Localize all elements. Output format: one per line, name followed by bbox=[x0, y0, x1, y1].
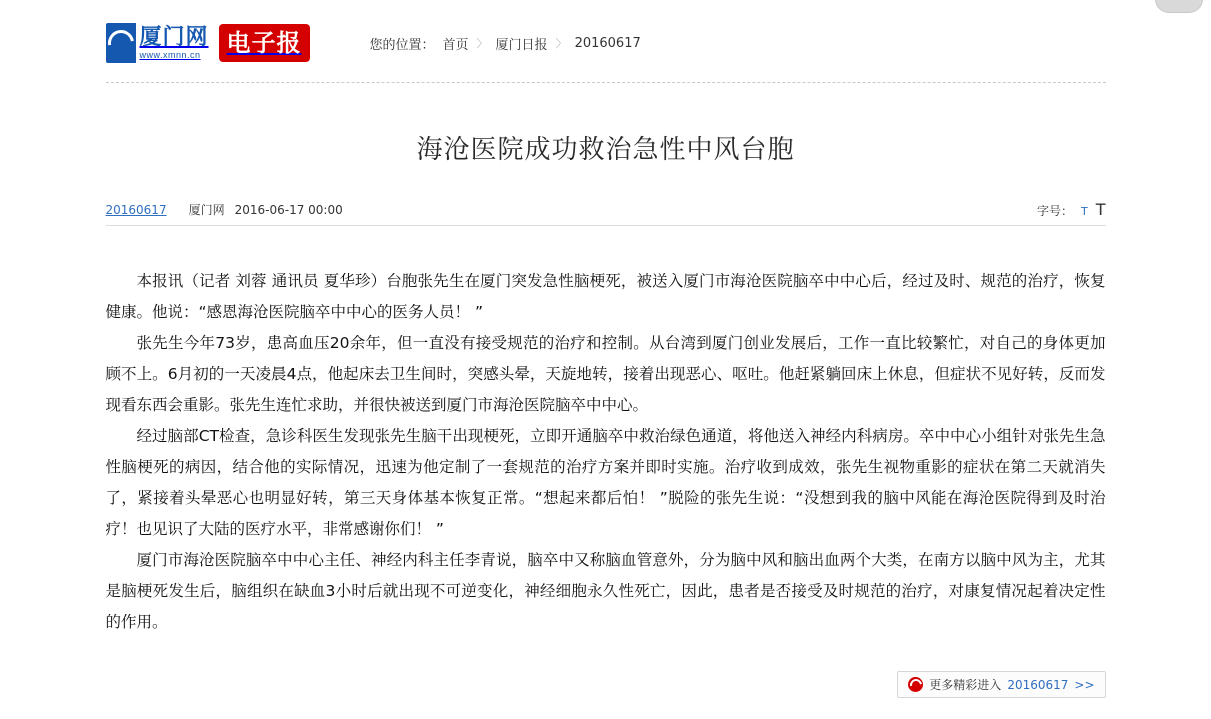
breadcrumb-label: 您的位置： bbox=[369, 37, 435, 53]
logo-wordmark bbox=[136, 23, 215, 63]
more-issue-date-link[interactable]: 20160617 bbox=[1007, 677, 1069, 692]
breadcrumb-item-home[interactable]: 首页 bbox=[442, 37, 469, 53]
site-logo[interactable] bbox=[106, 23, 310, 63]
meta-publish-time: 2016-06-17 00:00 bbox=[234, 202, 343, 217]
article-meta bbox=[106, 200, 1106, 225]
article-footer bbox=[897, 671, 1105, 698]
more-label: 更多精彩进入 bbox=[929, 678, 1002, 692]
breadcrumb-separator-icon: 〉 bbox=[555, 38, 567, 50]
site-mark-icon bbox=[908, 677, 923, 692]
breadcrumb-separator-icon: 〉 bbox=[476, 38, 488, 50]
article bbox=[106, 83, 1106, 638]
meta-divider bbox=[106, 225, 1106, 226]
article-body bbox=[106, 266, 1106, 638]
site-header bbox=[106, 0, 1106, 78]
logo-url: www.xmnn.cn bbox=[139, 49, 201, 60]
more-arrow-icon: >> bbox=[1074, 677, 1095, 692]
logo-badge-epaper: 电子报 bbox=[219, 24, 310, 62]
fontsize-label: 字号： bbox=[1036, 204, 1073, 218]
article-paragraph: 厦门市海沧医院脑卒中中心主任、神经内科主任李青说，脑卒中又称脑血管意外，分为脑中风和脑出血两个大类，在南方以脑中风为主，尤其是脑梗死发生后，脑组织在缺血3小时后就出现不可逆变化，神经细胞永久性死亡，因此，患者是否接受及时规范的治疗，对康复情况起着决定性的作用。 bbox=[105, 551, 1106, 631]
page-container bbox=[105, 0, 1106, 692]
article-paragraph: 本报讯（记者 刘蓉 通讯员 夏华珍）台胞张先生在厦门突发急性脑梗死，被送入厦门市海沧医院脑卒中中心后，经过及时、规范的治疗，恢复健康。他说：“感恩海沧医院脑卒中中心的医务人员！ ” bbox=[105, 272, 1106, 321]
breadcrumb-item-newspaper[interactable]: 厦门日报 bbox=[495, 37, 548, 53]
fontsize-large-button[interactable]: T bbox=[1095, 200, 1106, 219]
more-issues-box[interactable] bbox=[897, 671, 1105, 698]
window-corner-decoration bbox=[1155, 0, 1203, 13]
logo-swirl-icon bbox=[106, 23, 136, 63]
breadcrumb bbox=[370, 34, 641, 53]
page-title: 海沧医院成功救治急性中风台胞 bbox=[416, 135, 795, 165]
fontsize-small-button[interactable]: T bbox=[1080, 205, 1088, 218]
article-paragraph: 经过脑部CT检查，急诊科医生发现张先生脑干出现梗死，立即开通脑卒中救治绿色通道，将他送入神经内科病房。卒中中心小组针对张先生急性脑梗死的病因，结合他的实际情况，迅速为他定制了一套规范的治疗方案并即时实施。治疗收到成效，张先生视物重影的症状在第二天就消失了，紧接着头晕恶心也明显好转，第三天身体基本恢复正常。“想起来都后怕！ ”脱险的张先生说：“没想到我的脑中风能在海沧医院得到及时治疗！也见识了大陆的医疗水平，非常感谢你们！ ” bbox=[105, 427, 1106, 538]
article-paragraph: 张先生今年73岁，患高血压20余年，但一直没有接受规范的治疗和控制。从台湾到厦门创业发展后，工作一直比较繁忙，对自己的身体更加顾不上。6月初的一天凌晨4点，他起床去卫生间时，突感头晕，天旋地转，接着出现恶心、呕吐。他赶紧躺回床上休息，但症状不见好转，反而发现看东西会重影。张先生连忙求助，并很快被送到厦门市海沧医院脑卒中中心。 bbox=[105, 334, 1106, 414]
meta-date-tag[interactable]: 20160617 bbox=[105, 202, 167, 217]
meta-source: 厦门网 bbox=[188, 203, 225, 217]
logo-chinese-name: 厦门网 bbox=[139, 24, 209, 50]
breadcrumb-item-date[interactable]: 20160617 bbox=[574, 35, 641, 51]
fontsize-control bbox=[1037, 200, 1106, 219]
